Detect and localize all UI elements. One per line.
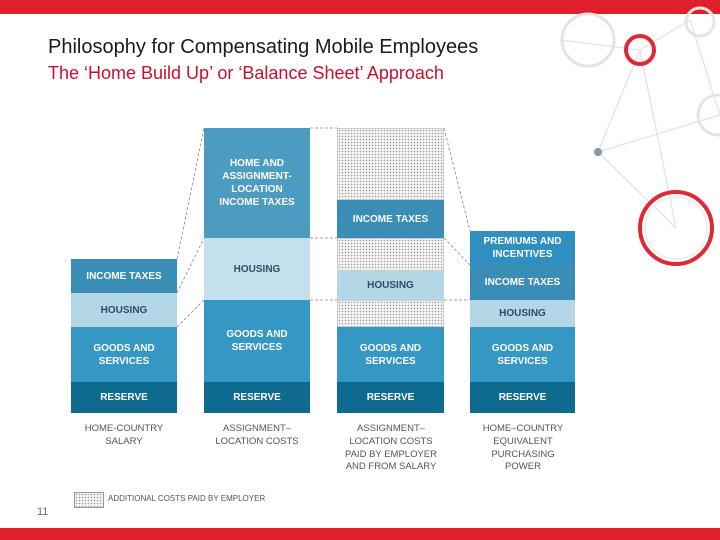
col4-caption: HOME–COUNTRY EQUIVALENT PURCHASING POWER bbox=[482, 423, 564, 473]
col1-income-taxes: INCOME TAXES bbox=[71, 259, 177, 293]
col2-reserve: RESERVE bbox=[204, 382, 310, 413]
col3-goods-services: GOODS AND SERVICES bbox=[337, 327, 444, 382]
legend-swatch bbox=[74, 492, 104, 508]
col1-reserve: RESERVE bbox=[71, 382, 177, 413]
col2-goods-services: GOODS AND SERVICES bbox=[204, 300, 310, 382]
col3-caption: ASSIGNMENT– LOCATION COSTS PAID BY EMPLOYER AND FROM SALARY bbox=[344, 423, 438, 473]
col3-income-taxes: INCOME TAXES bbox=[337, 200, 444, 238]
col3-employer-paid-taxes bbox=[337, 128, 444, 200]
col1-goods-services: GOODS AND SERVICES bbox=[71, 327, 177, 382]
bottom-accent-bar bbox=[0, 528, 720, 540]
col4-reserve: RESERVE bbox=[470, 382, 575, 413]
col1-housing: HOUSING bbox=[71, 293, 177, 327]
col4-goods-services: GOODS AND SERVICES bbox=[470, 327, 575, 382]
col3-reserve: RESERVE bbox=[337, 382, 444, 413]
legend-label: ADDITIONAL COSTS PAID BY EMPLOYER bbox=[108, 494, 266, 503]
col4-premiums-incentives: PREMIUMS AND INCENTIVES bbox=[470, 231, 575, 265]
col3-employer-paid-goods bbox=[337, 300, 444, 327]
col2-income-taxes: HOME AND ASSIGNMENT- LOCATION INCOME TAXES bbox=[204, 128, 310, 238]
col2-housing: HOUSING bbox=[204, 238, 310, 300]
col1-caption: HOME-COUNTRY SALARY bbox=[84, 423, 164, 447]
col4-income-taxes: INCOME TAXES bbox=[470, 265, 575, 300]
page-number: 11 bbox=[37, 506, 49, 518]
page-title: Philosophy for Compensating Mobile Employees bbox=[48, 36, 479, 58]
col4-housing: HOUSING bbox=[470, 300, 575, 327]
page-subtitle: The ‘Home Build Up’ or ‘Balance Sheet’ Approach bbox=[48, 63, 444, 83]
col3-employer-paid-housing bbox=[337, 238, 444, 271]
col3-housing: HOUSING bbox=[337, 271, 444, 300]
col2-caption: ASSIGNMENT– LOCATION COSTS bbox=[215, 423, 299, 447]
